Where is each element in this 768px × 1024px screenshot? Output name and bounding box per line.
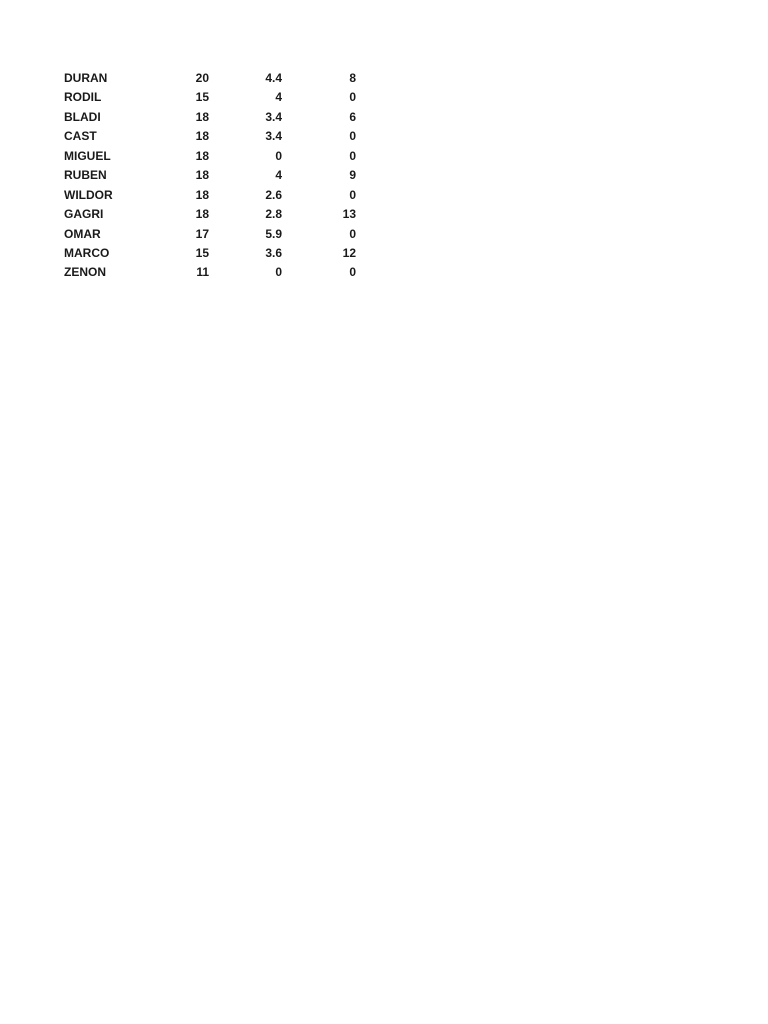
- table-row: [0, 127, 768, 146]
- table-row: [0, 244, 768, 263]
- value-col-3: 0: [349, 187, 356, 202]
- table-row: [0, 108, 768, 127]
- value-col-1: 18: [195, 168, 209, 183]
- value-col-3: 0: [349, 226, 356, 241]
- player-name: CAST: [64, 129, 97, 144]
- value-col-2: 4: [275, 168, 282, 183]
- player-name: DURAN: [64, 71, 108, 85]
- table-row: [0, 186, 768, 205]
- table-row: [0, 147, 768, 166]
- player-name: OMAR: [64, 226, 101, 241]
- value-col-3: 0: [349, 129, 356, 144]
- value-col-2: 3.6: [265, 245, 282, 260]
- value-col-3: 9: [349, 168, 356, 183]
- value-col-3: 0: [349, 148, 356, 163]
- value-col-2: 3.4: [265, 129, 282, 144]
- value-col-1: 20: [195, 71, 209, 85]
- player-name: WILDOR: [64, 187, 113, 202]
- value-col-3: 0: [349, 90, 356, 105]
- value-col-1: 18: [195, 109, 209, 124]
- value-col-3: 13: [342, 207, 356, 222]
- value-col-3: 0: [349, 265, 356, 280]
- value-col-2: 0: [275, 265, 282, 280]
- value-col-2: 5.9: [265, 226, 282, 241]
- table-row: [0, 166, 768, 185]
- player-name: RODIL: [64, 90, 102, 105]
- value-col-1: 18: [195, 207, 209, 222]
- player-name: RUBEN: [64, 168, 107, 183]
- value-col-3: 12: [342, 245, 356, 260]
- value-col-2: 2.8: [265, 207, 282, 222]
- value-col-1: 11: [196, 265, 209, 280]
- player-name: BLADI: [64, 109, 101, 124]
- table-row: [0, 88, 768, 107]
- table-row: [0, 69, 768, 88]
- player-name: MIGUEL: [64, 148, 111, 163]
- value-col-1: 15: [195, 90, 209, 105]
- value-col-2: 4.4: [265, 71, 282, 85]
- value-col-1: 17: [195, 226, 209, 241]
- value-col-2: 4: [275, 90, 282, 105]
- value-col-3: 8: [349, 71, 356, 85]
- value-col-1: 18: [195, 187, 209, 202]
- value-col-2: 2.6: [265, 187, 282, 202]
- value-col-2: 0: [275, 148, 282, 163]
- value-col-1: 18: [195, 148, 209, 163]
- player-name: GAGRI: [64, 207, 104, 222]
- value-col-3: 6: [349, 109, 356, 124]
- table-row: [0, 225, 768, 244]
- value-col-1: 18: [195, 129, 209, 144]
- value-col-1: 15: [195, 245, 209, 260]
- table-row: [0, 263, 768, 282]
- player-name: MARCO: [64, 245, 110, 260]
- table-row: [0, 205, 768, 224]
- player-name: ZENON: [64, 265, 106, 280]
- data-table: [0, 69, 768, 283]
- value-col-2: 3.4: [265, 109, 282, 124]
